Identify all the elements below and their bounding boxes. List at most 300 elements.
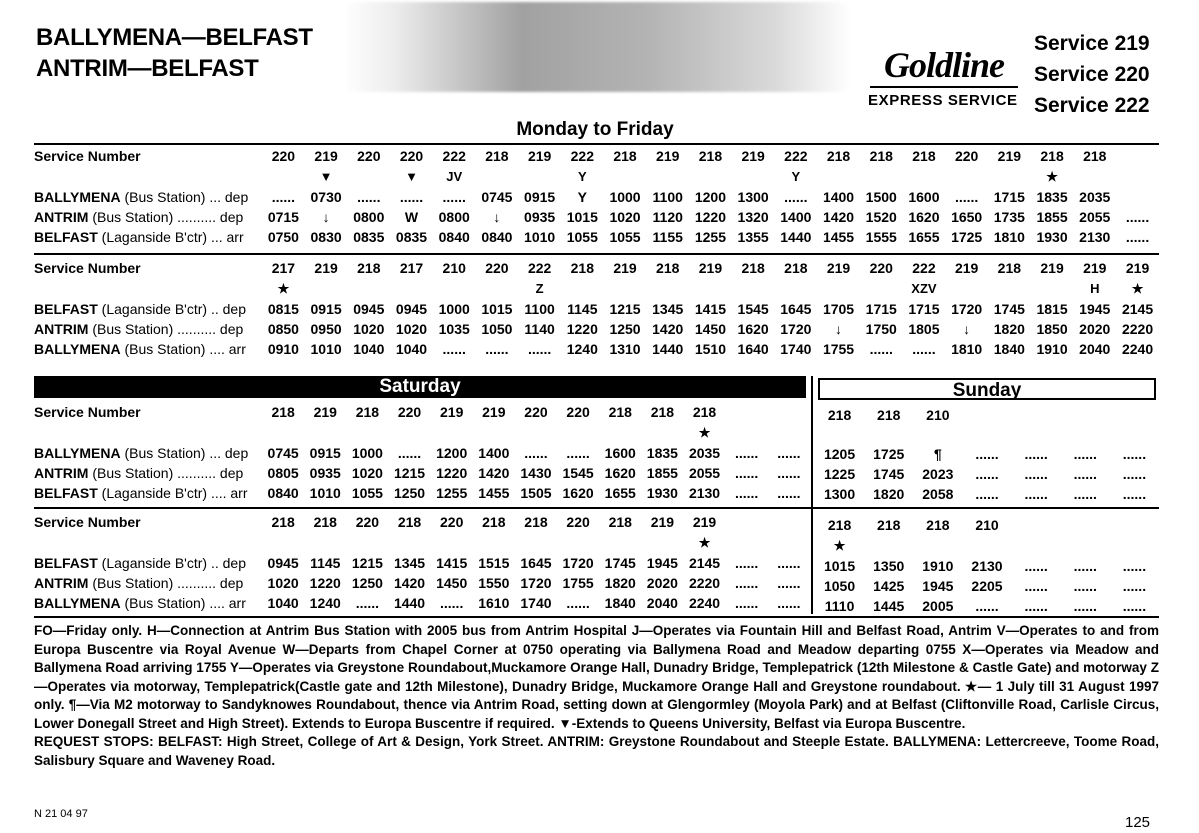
note-marker-cell: [732, 167, 775, 187]
time-cell: ......: [1073, 466, 1097, 482]
page-number: 125: [1125, 814, 1151, 831]
time-cell: 1015: [481, 301, 513, 317]
note-marker-cell: [347, 279, 390, 299]
time-cell: 1220: [436, 465, 468, 481]
time-cell: 0715: [267, 209, 299, 225]
time-cell: 1945: [646, 555, 678, 571]
service-number-label: Service Number: [34, 260, 141, 276]
time-cell: ......: [1073, 598, 1097, 614]
service-number-cell: 218: [1083, 148, 1107, 164]
service-number-cell: 218: [827, 517, 852, 533]
stop-detail: (Laganside B'ctr) .. dep: [101, 555, 246, 571]
stop-name: ANTRIM: [34, 465, 89, 481]
service-number-cell: 219: [1040, 260, 1064, 276]
stop-label: [34, 573, 262, 593]
note-marker-cell: ▼: [319, 169, 333, 184]
time-cell: 1220: [694, 209, 726, 225]
note-marker-cell: [988, 279, 1031, 299]
time-cell: 0935: [524, 209, 556, 225]
note-marker-cell: ▼: [405, 169, 418, 184]
note-marker-cell: [388, 423, 430, 443]
note-marker-cell: [304, 533, 346, 553]
time-cell: 1855: [646, 465, 678, 481]
time-cell: 0800: [353, 209, 385, 225]
note-marker-cell: [768, 533, 810, 553]
time-cell: 1250: [393, 485, 426, 501]
note-marker-cell: [473, 533, 515, 553]
time-cell: [1116, 187, 1159, 207]
note-marker-cell: [476, 279, 519, 299]
timetable-row: [34, 593, 810, 613]
stop-name: BALLYMENA: [34, 595, 121, 611]
service-number-cell: 218: [570, 260, 594, 276]
stop-name: BALLYMENA: [34, 189, 121, 205]
saturday-sunday-divider: [811, 376, 813, 614]
note-marker-cell: [641, 423, 683, 443]
service-number-cell: 218: [313, 514, 337, 530]
note-marker-cell: [860, 167, 903, 187]
time-cell: 0915: [310, 301, 342, 317]
time-cell: 1010: [309, 485, 341, 501]
time-cell: ¶: [933, 446, 942, 462]
service-number-cell: 219: [1083, 260, 1107, 276]
route-title-antrim: ANTRIM—BELFAST: [36, 55, 259, 82]
time-cell: 1735: [993, 209, 1025, 225]
service-number-cell: 220: [524, 404, 548, 420]
time-cell: 1600: [604, 445, 636, 461]
note-marker-cell: [604, 167, 647, 187]
service-number-cell: 219: [482, 404, 506, 420]
note-marker-cell: [1012, 536, 1061, 556]
note-marker-cell: [561, 279, 604, 299]
timetable-row: [34, 573, 810, 593]
time-cell: 1715: [865, 301, 897, 317]
service-number-row: [34, 257, 1159, 279]
time-cell: 1425: [873, 578, 905, 594]
time-cell: 1545: [737, 301, 769, 317]
timetable-row: [34, 319, 1159, 339]
service-number-cell: 220: [566, 514, 590, 530]
service-number-cell: [726, 401, 768, 423]
service-number-cell: 218: [656, 260, 680, 276]
service-number-cell: 218: [613, 148, 637, 164]
time-cell: ......: [975, 486, 999, 502]
divider: [34, 616, 1159, 618]
spacer-cell: [34, 533, 262, 553]
service-number-cell: 219: [527, 148, 552, 164]
time-cell: 1945: [922, 578, 954, 594]
time-cell: 2040: [646, 595, 678, 611]
service-number-cell: 219: [826, 260, 851, 276]
timetable-row: [815, 556, 1159, 576]
time-cell: 1820: [993, 321, 1025, 337]
service-number-cell: [768, 401, 810, 423]
time-cell: 1620: [908, 209, 940, 225]
time-cell: ......: [734, 595, 759, 611]
time-cell: 1910: [1036, 341, 1068, 357]
time-cell: 1420: [393, 575, 426, 591]
stop-name: BELFAST: [34, 485, 98, 501]
stop-detail: (Laganside B'ctr) ... arr: [101, 229, 244, 245]
goldline-logo: Goldline: [884, 45, 1005, 85]
time-cell: 1420: [652, 321, 684, 337]
timetable-row: [815, 596, 1159, 616]
time-cell: 1720: [520, 575, 552, 591]
service-number-cell: 219: [314, 148, 338, 164]
note-marker-cell: [262, 167, 305, 187]
service-number-cell: 218: [877, 517, 901, 533]
service-number-cell: 222: [527, 260, 552, 276]
service-number-cell: 222: [784, 148, 808, 164]
stop-name: ANTRIM: [34, 209, 89, 225]
service-number-cell: 218: [482, 514, 506, 530]
time-cell: 1755: [562, 575, 594, 591]
time-cell: ......: [1122, 598, 1147, 614]
time-cell: 1200: [436, 445, 468, 461]
note-marker-cell: [646, 167, 689, 187]
time-cell: 1440: [393, 595, 426, 611]
note-marker-cell: Y: [791, 169, 801, 184]
time-cell: ......: [1024, 598, 1048, 614]
note-marker-cell: [903, 167, 946, 187]
time-cell: 1355: [737, 229, 769, 245]
time-cell: 1300: [737, 189, 769, 205]
time-cell: 1855: [1036, 209, 1068, 225]
note-marker-cell: [945, 279, 988, 299]
note-marker-cell: [346, 533, 388, 553]
time-cell: 1020: [609, 209, 641, 225]
note-marker-cell: [388, 533, 430, 553]
service-number-row: [34, 145, 1159, 167]
service-number-cell: 218: [1040, 148, 1064, 164]
time-cell: 1320: [737, 209, 769, 225]
service-number-cell: [1061, 404, 1110, 426]
time-cell: 1440: [780, 229, 812, 245]
service-number-cell: [1116, 145, 1159, 167]
time-cell: 1415: [436, 555, 468, 571]
time-cell: 1010: [524, 229, 556, 245]
note-marker-cell: [476, 167, 519, 187]
service-number-cell: 218: [271, 514, 295, 530]
note-marker-cell: [689, 279, 732, 299]
time-cell: 1555: [865, 229, 897, 245]
service-number-cell: 219: [741, 148, 765, 164]
note-marker-cell: ★: [833, 538, 846, 553]
time-cell: ......: [1024, 446, 1048, 462]
time-cell: 1215: [351, 555, 383, 571]
timetable-row: [34, 483, 810, 503]
time-cell: ......: [566, 595, 590, 611]
logo-subtitle: EXPRESS SERVICE: [868, 92, 1018, 109]
time-cell: 1620: [737, 321, 769, 337]
time-cell: 1350: [873, 558, 905, 574]
note-marker-cell: [864, 536, 913, 556]
time-cell: 1205: [823, 446, 856, 462]
time-cell: 1455: [822, 229, 855, 245]
time-cell: 0745: [481, 189, 513, 205]
service-number-cell: [1110, 514, 1159, 536]
time-cell: ......: [1024, 558, 1048, 574]
service-number-row: [34, 511, 810, 533]
time-cell: 1740: [520, 595, 552, 611]
note-marker-cell: [557, 533, 599, 553]
stop-name: BELFAST: [34, 301, 98, 317]
stop-label: [34, 339, 262, 359]
time-cell: 0815: [267, 301, 299, 317]
time-cell: ......: [912, 341, 936, 357]
service-number-label: Service Number: [34, 514, 141, 530]
note-marker-cell: [774, 279, 817, 299]
stop-detail: (Bus Station) ... dep: [124, 445, 249, 461]
time-cell: 1805: [908, 321, 940, 337]
note-marker-row: [34, 167, 1159, 187]
note-marker-row: [34, 533, 810, 553]
time-cell: 0840: [438, 229, 470, 245]
stop-detail: (Bus Station) .......... dep: [92, 465, 244, 481]
service-number-cell: 218: [355, 404, 380, 420]
time-cell: 1255: [436, 485, 468, 501]
time-cell: ......: [1024, 466, 1048, 482]
service-number-cell: 220: [399, 148, 424, 164]
time-cell: 1400: [822, 189, 855, 205]
service-number-cell: 222: [912, 260, 936, 276]
spacer-cell: [34, 279, 262, 299]
time-cell: 0910: [267, 341, 299, 357]
service-number-cell: 219: [692, 514, 717, 530]
service-number-cell: 218: [997, 260, 1022, 276]
timetable-row: [815, 444, 1159, 464]
weekday-outbound-table: [34, 145, 1159, 247]
service-220-label: Service 220: [1034, 63, 1150, 86]
time-cell: 1200: [694, 189, 726, 205]
service-number-cell: 219: [997, 148, 1022, 164]
note-marker-cell: [1116, 167, 1159, 187]
note-marker-cell: [346, 423, 388, 443]
note-marker-cell: JV: [446, 169, 463, 184]
service-number-cell: 217: [399, 260, 424, 276]
time-cell: 1545: [562, 465, 594, 481]
service-number-cell: 219: [440, 404, 464, 420]
time-cell: 2220: [1121, 321, 1154, 337]
time-cell: 1645: [520, 555, 552, 571]
time-cell: 0800: [438, 209, 470, 225]
time-cell: 2130: [1079, 229, 1111, 245]
time-cell: 1345: [652, 301, 684, 317]
stop-name: BELFAST: [34, 555, 98, 571]
time-cell: 1000: [438, 301, 470, 317]
time-cell: 1655: [908, 229, 940, 245]
stop-label: [34, 187, 262, 207]
time-cell: 1745: [604, 555, 636, 571]
note-marker-cell: [473, 423, 515, 443]
service-number-cell: 219: [650, 514, 675, 530]
time-cell: 1020: [353, 321, 385, 337]
time-cell: 1820: [604, 575, 636, 591]
note-marker-cell: [431, 423, 473, 443]
time-cell: 0840: [267, 485, 299, 501]
time-cell: 2055: [1079, 209, 1111, 225]
timetable-row: [34, 443, 810, 463]
stop-detail: (Bus Station) .......... dep: [92, 575, 244, 591]
time-cell: 1835: [646, 445, 678, 461]
note-marker-cell: [988, 167, 1031, 187]
note-marker-cell: [304, 423, 346, 443]
time-cell: 0830: [310, 229, 342, 245]
service-number-cell: 220: [397, 404, 422, 420]
sunday-heading: Sunday: [818, 378, 1156, 400]
time-cell: ......: [1122, 558, 1147, 574]
time-cell: 1720: [562, 555, 594, 571]
service-number-cell: 220: [271, 148, 296, 164]
time-cell: 1035: [438, 321, 470, 337]
time-cell: 1240: [309, 595, 341, 611]
service-number-cell: 218: [912, 148, 936, 164]
timetable-row: [34, 463, 810, 483]
timetable-row: [815, 464, 1159, 484]
service-number-row: [34, 401, 810, 423]
note-marker-cell: [557, 423, 599, 443]
time-cell: 1500: [865, 189, 897, 205]
stop-label: [34, 463, 262, 483]
time-cell: 1100: [652, 189, 683, 205]
stop-detail: (Bus Station) ... dep: [124, 189, 249, 205]
service-number-cell: [1061, 514, 1110, 536]
time-cell: 1225: [823, 466, 856, 482]
time-cell: 1755: [822, 341, 855, 357]
note-marker-cell: [913, 426, 962, 444]
note-marker-cell: [1073, 167, 1116, 187]
time-cell: 1155: [652, 229, 683, 245]
saturday-heading: Saturday: [34, 376, 806, 398]
time-cell: 1445: [873, 598, 905, 614]
time-cell: ......: [1122, 466, 1147, 482]
time-cell: ......: [566, 445, 590, 461]
time-cell: 0805: [267, 465, 299, 481]
time-cell: ......: [734, 485, 759, 501]
note-marker-cell: [732, 279, 775, 299]
footnote-text: FO—Friday only. H—Connection at Antrim Bus Station with 2005 bus from Antrim Hospital J—Operates via Fountain Hill and Belfast Road, Antrim V—Operates to and from Europa Buscentre via Royal Avenue W—Departs from Chapel Corner at 0750 operating via Ballymena Road and Meadow departing 0755 X—Operates via Meadow and Ballymena Road arriving 1755 Y—Operates via Greystone Roundabout,Muckamore Orange Hall, Dunadry Bridge, Templepatrick (12th Milestone & Castle Gate) and motorway Z—Operates via motorway, Templepatrick(Castle gate and 12th Milestone), Dunadry Bridge, Muckamore Orange Hall and Greystone roundabout. ★— 1 July till 31 August 1997 only. ¶—Via M2 motorway to Sandyknowes Roundabout, thence via Antrim Road, setting down at Glengormley (Moyola Park) and at Belfast (Cliftonville Road, Carlisle Circus, Lower Donegall Street and High Street). Extends to Europa Buscentre if required. ▼-Extends to Queens University, Belfast via Europa Buscentre.: [34, 623, 1159, 731]
time-cell: 1255: [694, 229, 726, 245]
time-cell: ......: [734, 575, 759, 591]
spacer-cell: [34, 167, 262, 187]
time-cell: 1610: [478, 595, 510, 611]
service-number-cell: [1012, 404, 1061, 426]
note-marker-cell: ★: [277, 281, 290, 296]
stop-name: BALLYMENA: [34, 445, 121, 461]
document-code: N 21 04 97: [34, 808, 88, 820]
stop-label: [34, 227, 262, 247]
time-cell: 1725: [873, 446, 905, 462]
note-marker-cell: [599, 423, 641, 443]
time-cell: 1850: [1036, 321, 1068, 337]
time-cell: ......: [734, 555, 759, 571]
time-cell: 2035: [1079, 189, 1111, 205]
service-number-cell: 219: [698, 260, 723, 276]
service-number-cell: 220: [954, 148, 979, 164]
service-number-cell: [1110, 404, 1159, 426]
service-number-cell: [962, 404, 1011, 426]
time-cell: 1550: [478, 575, 510, 591]
note-marker-cell: [1110, 426, 1159, 444]
note-marker-cell: [864, 426, 913, 444]
stop-name: ANTRIM: [34, 321, 89, 337]
note-marker-cell: [962, 536, 1011, 556]
route-title-ballymena: BALLYMENA—BELFAST: [36, 24, 313, 51]
time-cell: ......: [524, 445, 548, 461]
note-marker-row: [815, 426, 1159, 444]
stop-label: [34, 553, 262, 573]
time-cell: 1215: [609, 301, 641, 317]
time-cell: 2145: [688, 555, 721, 571]
note-marker-cell: [913, 536, 962, 556]
time-cell: 1430: [520, 465, 552, 481]
time-cell: 1345: [393, 555, 426, 571]
stop-label: [34, 207, 262, 227]
time-cell: 1720: [951, 301, 983, 317]
note-marker-cell: [431, 533, 473, 553]
time-cell: 1750: [865, 321, 897, 337]
note-marker-cell: [768, 423, 810, 443]
time-cell: ......: [777, 595, 801, 611]
note-marker-cell: [726, 423, 768, 443]
time-cell: ......: [442, 189, 466, 205]
service-number-cell: 219: [954, 260, 979, 276]
time-cell: 0945: [267, 555, 299, 571]
service-number-cell: 218: [608, 404, 632, 420]
time-cell: 1240: [566, 341, 598, 357]
service-number-cell: 218: [357, 260, 381, 276]
service-number-cell: 220: [566, 404, 590, 420]
note-marker-cell: [860, 279, 903, 299]
time-cell: ......: [527, 341, 552, 357]
time-cell: 2240: [688, 595, 721, 611]
stop-name: ANTRIM: [34, 575, 89, 591]
time-cell: ......: [1073, 446, 1097, 462]
time-cell: 0840: [481, 229, 513, 245]
time-cell: ......: [1073, 578, 1097, 594]
time-cell: ......: [397, 445, 422, 461]
service-number-cell: 218: [877, 407, 901, 423]
time-cell: 1055: [566, 229, 598, 245]
service-number-cell: 220: [869, 260, 893, 276]
time-cell: 2145: [1121, 301, 1154, 317]
time-cell: 1930: [646, 485, 678, 501]
note-marker-cell: ★: [698, 425, 711, 440]
time-cell: 1415: [694, 301, 726, 317]
service-number-cell: 220: [485, 260, 509, 276]
note-marker-cell: [817, 279, 860, 299]
time-cell: 0835: [353, 229, 385, 245]
time-cell: 1250: [609, 321, 641, 337]
time-cell: ......: [1122, 446, 1147, 462]
time-cell: 1055: [609, 229, 641, 245]
time-cell: 1720: [780, 321, 812, 337]
note-marker-cell: [945, 167, 988, 187]
time-cell: 1145: [310, 555, 341, 571]
time-cell: 1715: [908, 301, 940, 317]
note-marker-cell: [433, 279, 476, 299]
note-marker-cell: [726, 533, 768, 553]
time-cell: 0730: [310, 189, 342, 205]
time-cell: ......: [975, 466, 999, 482]
service-number-cell: 218: [698, 148, 723, 164]
time-cell: ......: [734, 465, 759, 481]
service-number-cell: 210: [975, 517, 999, 533]
stop-detail: (Bus Station) .... arr: [124, 595, 246, 611]
service-222-label: Service 222: [1034, 94, 1150, 117]
service-number-cell: 218: [608, 514, 632, 530]
note-marker-cell: [1031, 279, 1074, 299]
